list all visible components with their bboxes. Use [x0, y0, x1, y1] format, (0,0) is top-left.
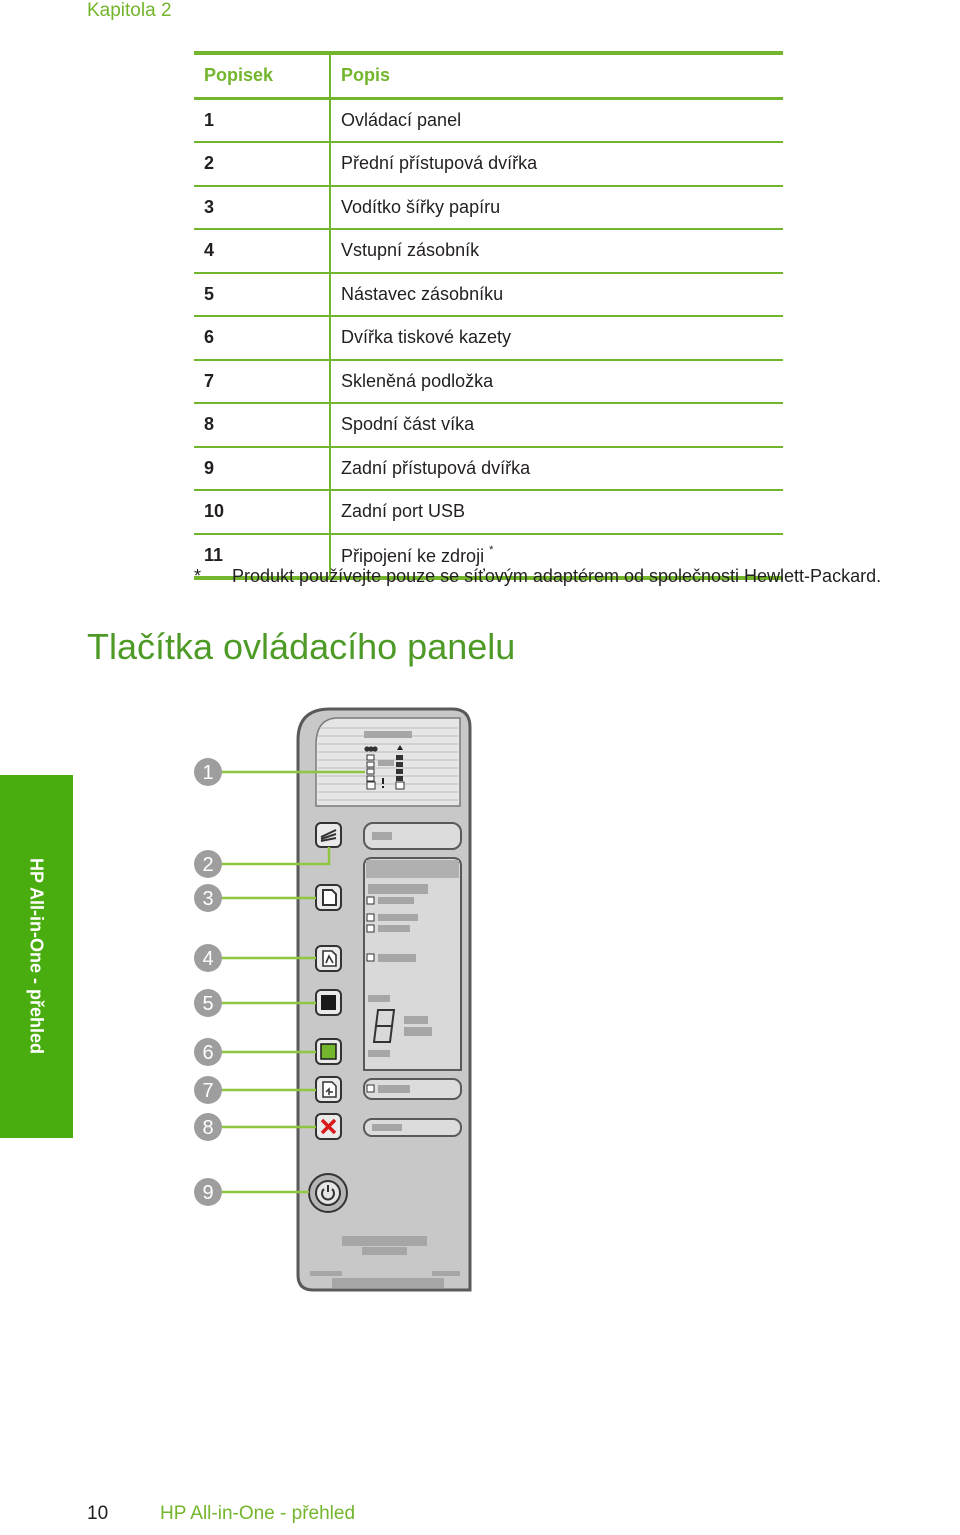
table-row	[194, 316, 783, 360]
settings-checkbox	[367, 954, 374, 961]
settings-option	[378, 925, 410, 932]
bottom-slot	[310, 1271, 342, 1276]
callout-8	[194, 1113, 222, 1141]
control-panel-illustration	[0, 690, 960, 1310]
row-label: 10	[194, 490, 330, 534]
callout-number: 9	[202, 1182, 214, 1204]
callout-1	[194, 758, 222, 786]
row-description: Zadní port USB	[330, 490, 783, 534]
callout-number: 7	[202, 1080, 214, 1102]
settings-label	[368, 884, 428, 894]
row-description: Vodítko šířky papíru	[330, 186, 783, 230]
display-label-bar	[364, 731, 412, 738]
header-description: Popis	[330, 53, 783, 98]
callout-3	[194, 884, 222, 912]
table-row	[194, 490, 783, 534]
settings-checkbox	[367, 914, 374, 921]
row-label: 3	[194, 186, 330, 230]
settings-option	[378, 954, 416, 962]
section-title: Tlačítka ovládacího panelu	[87, 626, 516, 667]
status-bar-label	[372, 832, 392, 840]
table-row	[194, 273, 783, 317]
copy-black-icon	[321, 995, 336, 1010]
callout-number: 4	[202, 948, 214, 970]
settings-panel-header	[366, 860, 459, 878]
callout-7	[194, 1076, 222, 1104]
page-number: 10	[87, 1503, 109, 1524]
callout-number: 1	[202, 762, 214, 784]
brand-plate	[342, 1236, 427, 1246]
callout-number: 3	[202, 888, 214, 910]
resize-checkbox	[367, 1085, 374, 1092]
settings-option	[378, 914, 418, 921]
row-description-text: Připojení ke zdroji	[341, 545, 485, 566]
table-row	[194, 403, 783, 447]
cancel-bar-label	[372, 1124, 402, 1131]
header-label: Popisek	[194, 53, 330, 98]
footnote-text: Produkt používejte pouze se síťovým adaptérem od společnosti Hewlett-Packard.	[232, 566, 882, 586]
callout-number: 2	[202, 854, 214, 876]
callout-6	[194, 1038, 222, 1066]
brand-plate	[362, 1247, 407, 1255]
row-description: Dvířka tiskové kazety	[330, 316, 783, 360]
plain-paper-icon	[323, 890, 336, 905]
power-button-inner	[316, 1181, 340, 1205]
row-description: Nástavec zásobníku	[330, 273, 783, 317]
photo-paper-icon	[323, 951, 336, 966]
row-label: 9	[194, 447, 330, 491]
callout-number: 5	[202, 993, 214, 1015]
table-row	[194, 142, 783, 186]
callout-2	[194, 850, 222, 878]
table-row	[194, 98, 783, 142]
row-description: Spodní část víka	[330, 403, 783, 447]
row-label: 1	[194, 98, 330, 142]
settings-checkbox	[367, 925, 374, 932]
row-label: 5	[194, 273, 330, 317]
footnote-ref: *	[489, 543, 494, 556]
row-label: 11	[194, 534, 330, 579]
table-header-row	[194, 53, 783, 98]
bottom-slot	[432, 1271, 460, 1276]
row-label: 8	[194, 403, 330, 447]
settings-option	[378, 897, 414, 904]
copies-label	[368, 995, 390, 1002]
table-row	[194, 360, 783, 404]
row-label: 4	[194, 229, 330, 273]
side-tab-label: HP All-in-One - přehled	[26, 857, 47, 1055]
callout-5	[194, 989, 222, 1017]
callout-number: 8	[202, 1117, 214, 1139]
bottom-slot	[332, 1278, 444, 1288]
chapter-label: Kapitola 2	[87, 0, 172, 21]
resize-to-fit-icon	[323, 1082, 336, 1097]
display-label-bar	[378, 760, 394, 766]
row-description: Přední přístupová dvířka	[330, 142, 783, 186]
copies-label	[368, 1050, 390, 1057]
table-footnote	[194, 566, 881, 587]
running-title: HP All-in-One - přehled	[160, 1503, 356, 1524]
row-description: Ovládací panel	[330, 98, 783, 142]
copies-option	[404, 1027, 432, 1036]
row-description: Skleněná podložka	[330, 360, 783, 404]
callout-number: 6	[202, 1042, 214, 1064]
copies-option	[404, 1016, 428, 1024]
table-row	[194, 186, 783, 230]
row-label: 2	[194, 142, 330, 186]
copy-color-icon	[321, 1044, 336, 1059]
settings-checkbox	[367, 897, 374, 904]
row-description: Zadní přístupová dvířka	[330, 447, 783, 491]
row-description: Vstupní zásobník	[330, 229, 783, 273]
table-row	[194, 447, 783, 491]
table-row	[194, 229, 783, 273]
legend-table	[194, 51, 783, 580]
scan-button[interactable]	[316, 823, 341, 847]
row-label: 6	[194, 316, 330, 360]
callout-4	[194, 944, 222, 972]
footnote-mark: *	[194, 566, 202, 586]
row-label: 7	[194, 360, 330, 404]
resize-label	[378, 1085, 410, 1093]
callout-9	[194, 1178, 222, 1206]
